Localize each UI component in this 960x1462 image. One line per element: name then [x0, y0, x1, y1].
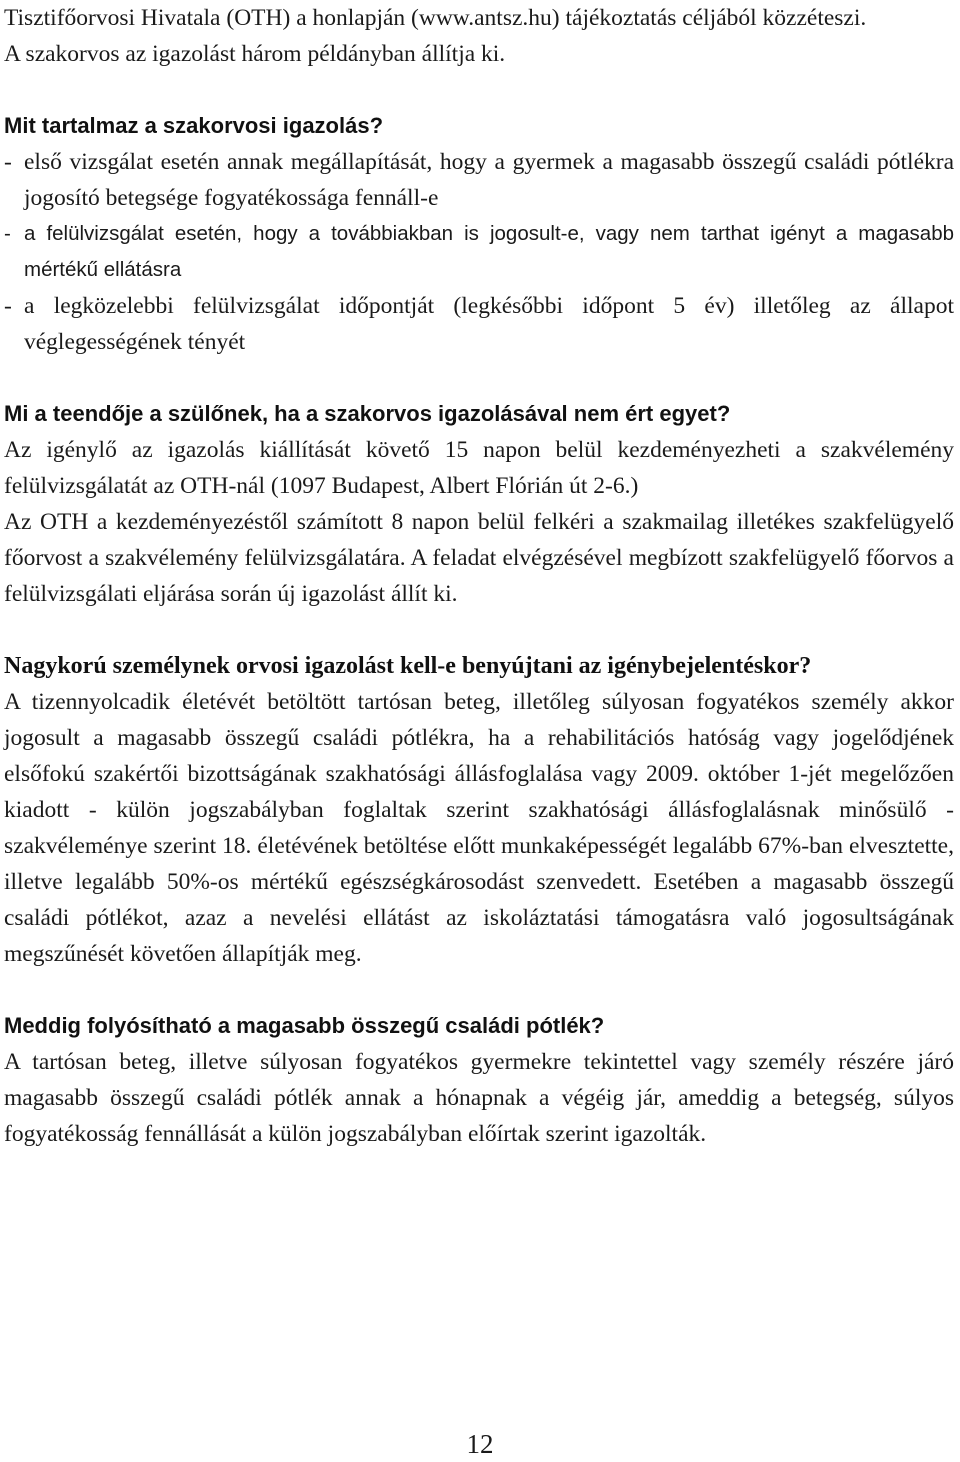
section-heading-adult: Nagykorú személynek orvosi igazolást kell-e benyújtani az igénybejelentéskor? [4, 653, 812, 679]
list-dash: - [4, 149, 12, 175]
document-page [4, 0, 954, 1152]
section-heading-contents: Mit tartalmaz a szakorvosi igazolás? [4, 113, 384, 138]
intro-note: A szakorvos az igazolást három példányban állítja ki. [4, 41, 506, 67]
paragraph-adult: A tizennyolcadik életévét betöltött tartósan beteg, illetőleg súlyosan fogyatékos személy akkor jogosult a magasabb összegű családi pótlékra, ha a rehabilitációs hatóság vagy jogelődjének elsőfokú szakértői bizottságának szakhatósági állásfoglalása vagy 2009. október 1-jét megelőzően kiadott - külön jogszabályban foglaltak szerint szakhatósági állásfoglalásnak minősülő - szakvéleménye szerint 18. életévének betöltése előtt munkaképességét legalább 67%-ban elvesztette, illetve legalább 50%-os mértékű egészségkárosodást szenvedett. Esetében a magasabb összegű családi pótlékot, azaz a nevelési ellátást az iskoláztatási támogatásra való jogosultságának megszűnését követően állapítják meg. [4, 689, 954, 967]
list-item-text: első vizsgálat esetén annak megállapítását, hogy a gyermek a magasabb összegű családi pótlékra jogosító betegsége fogyatékossága fennáll-e [24, 149, 954, 211]
paragraph-oth-review: Az OTH a kezdeményezéstől számított 8 napon belül felkéri a szakmailag illetékes szakfelügyelő főorvost a szakvélemény felülvizsgálatára. A feladat elvégzésével megbízott szakfelügyelő főorvos a felülvizsgálati eljárása során új igazolást állít ki. [4, 509, 954, 607]
section-heading-duration: Meddig folyósítható a magasabb összegű családi pótlék? [4, 1013, 605, 1038]
paragraph-appeal: Az igénylő az igazolás kiállítását követő 15 napon belül kezdeményezheti a szakvélemény felülvizsgálatát az OTH-nál (1097 Budapest, Albert Flórián út 2-6.) [4, 437, 954, 499]
section-heading-parent-action: Mi a teendője a szülőnek, ha a szakorvos igazolásával nem ért egyet? [4, 401, 731, 426]
list-item-review [4, 216, 954, 288]
paragraph-duration: A tartósan beteg, illetve súlyosan fogyatékos gyermekre tekintettel vagy személy részére járó magasabb összegű családi pótlék annak a hónapnak a végéig jár, ameddig a betegség, súlyos fogyatékosság fennállását a külön jogszabályban előírtak szerint igazolták. [4, 1049, 954, 1147]
list-dash: - [4, 222, 11, 245]
page-number: 12 [466, 1429, 494, 1459]
list-item-text: a felülvizsgálat esetén, hogy a továbbiakban is jogosult-e, vagy nem tarthat igényt a magasabb mértékű ellátásra [24, 222, 954, 281]
intro-paragraph: Tisztifőorvosi Hivatala (OTH) a honlapján (www.antsz.hu) tájékoztatás céljából közzéteszi. [4, 5, 867, 31]
spacer [4, 360, 954, 396]
list-item-text: a legközelebbi felülvizsgálat időpontját (legkésőbbi időpont 5 év) illetőleg az állapot véglegességének tényét [24, 293, 954, 355]
list-item-next-review [4, 288, 954, 360]
spacer [4, 72, 954, 108]
list-dash: - [4, 293, 12, 319]
list-item-first-exam [4, 144, 954, 216]
spacer [4, 972, 954, 1008]
spacer [4, 612, 954, 648]
